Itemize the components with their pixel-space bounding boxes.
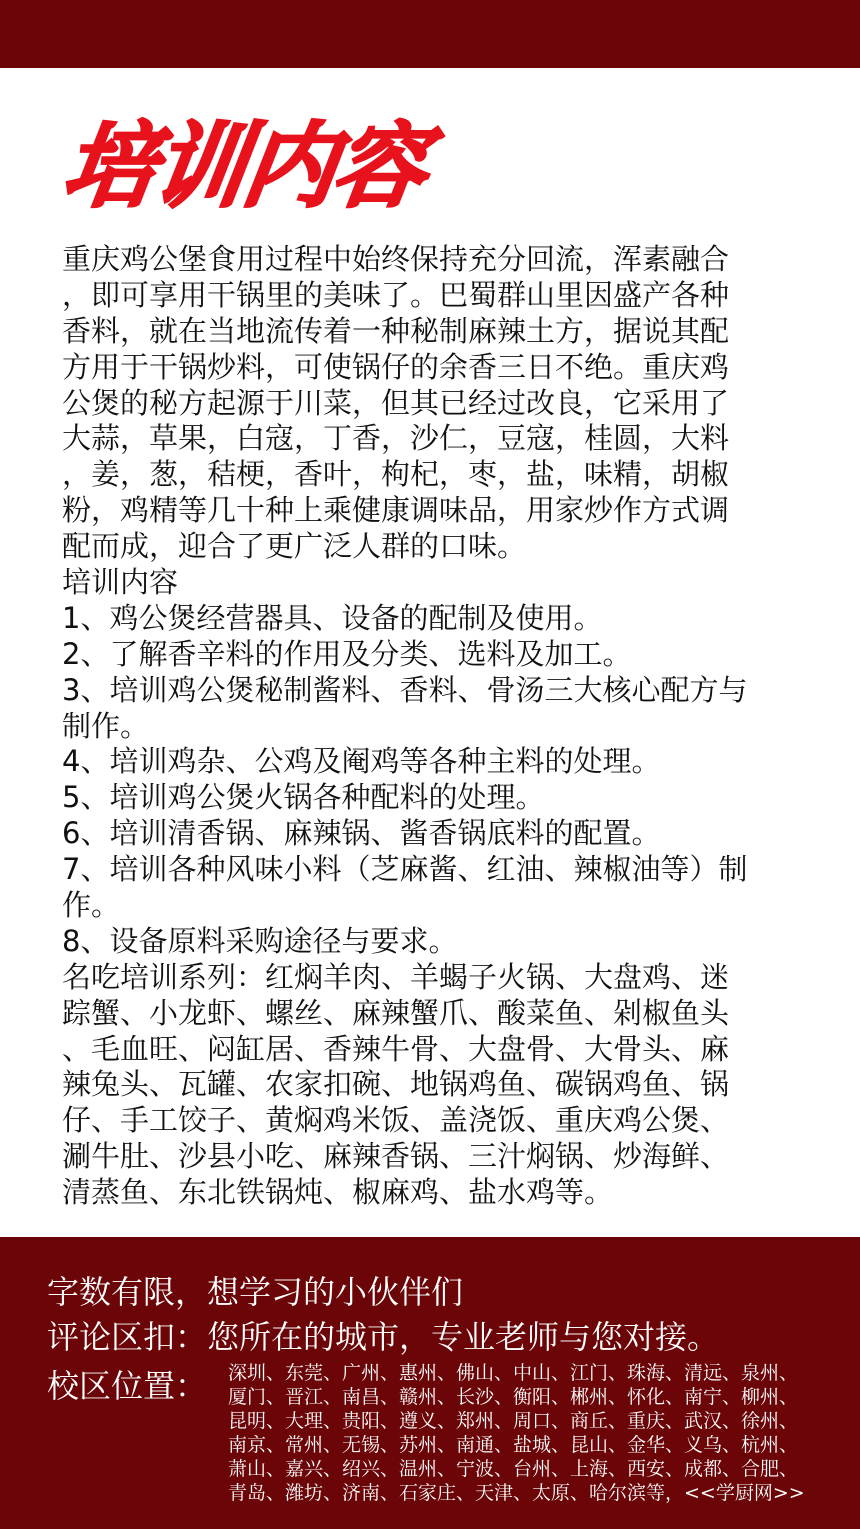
body-line: ，即可享用干锅里的美味了。巴蜀群山里因盛产各种 [62, 277, 730, 312]
city-line: 青岛、潍坊、济南、石家庄、天津、太原、哈尔滨等，<<学厨网>> [228, 1481, 805, 1504]
body-line: 5、培训鸡公煲火锅各种配料的处理。 [62, 780, 545, 815]
body-line: 大蒜，草果，白寇，丁香，沙仁，豆寇，桂圆，大料 [62, 421, 730, 456]
city-list [228, 1362, 805, 1505]
city-line: 萧山、嘉兴、绍兴、温州、宁波、台州、上海、西安、成都、合肥、 [228, 1457, 799, 1480]
footer-line-1: 字数有限，想学习的小伙伴们 [47, 1273, 464, 1311]
campus-label: 校区位置： [47, 1367, 208, 1405]
body-line: 培训内容 [62, 565, 179, 600]
body-line: 重庆鸡公堡食用过程中始终保持充分回流，浑素融合 [62, 242, 730, 276]
body-line: 制作。 [62, 708, 150, 743]
body-line: 4、培训鸡杂、公鸡及阉鸡等各种主料的处理。 [62, 744, 661, 779]
body-line: 8、设备原料采购途径与要求。 [62, 923, 458, 958]
body-line: 仔、手工饺子、黄焖鸡米饭、盖浇饭、重庆鸡公煲、 [62, 1103, 730, 1138]
body-line: 涮牛肚、沙县小吃、麻辣香锅、三汁焖锅、炒海鲜、 [62, 1139, 730, 1174]
body-line: 辣兔头、瓦罐、农家扣碗、地锅鸡鱼、碳锅鸡鱼、锅 [62, 1067, 730, 1102]
city-line: 南京、常州、无锡、苏州、南通、盐城、昆山、金华、义乌、杭州、 [228, 1433, 799, 1456]
footer-line-2: 评论区扣：您所在的城市，专业老师与您对接。 [47, 1318, 720, 1356]
city-line: 昆明、大理、贵阳、遵义、郑州、周口、商丘、重庆、武汉、徐州、 [228, 1409, 799, 1432]
body-line: 作。 [62, 888, 121, 923]
page-title: 培训内容 [56, 113, 432, 220]
top-banner [0, 0, 860, 68]
footer-banner [0, 1237, 860, 1529]
body-line: 3、培训鸡公煲秘制酱料、香料、骨汤三大核心配方与 [62, 672, 748, 707]
body-line: 公煲的秘方起源于川菜，但其已经过改良，它采用了 [62, 385, 730, 420]
body-line: 香料，就在当地流传着一种秘制麻辣土方，据说其配 [62, 313, 730, 348]
body-line: 1、鸡公煲经营器具、设备的配制及使用。 [62, 600, 603, 635]
city-line: 厦门、晋江、南昌、赣州、长沙、衡阳、郴州、怀化、南宁、柳州、 [228, 1385, 799, 1408]
body-line: ，姜，葱，秸梗，香叶，枸杞，枣，盐，味精，胡椒 [62, 457, 730, 492]
body-text [62, 242, 822, 1211]
body-line: 、毛血旺、闷缸居、香辣牛骨、大盘骨、大骨头、麻 [62, 1031, 730, 1066]
body-line: 名吃培训系列：红焖羊肉、羊蝎子火锅、大盘鸡、迷 [62, 959, 730, 994]
body-line: 踪蟹、小龙虾、螺丝、麻辣蟹爪、酸菜鱼、剁椒鱼头 [62, 995, 730, 1030]
body-line: 7、培训各种风味小料（芝麻酱、红油、辣椒油等）制 [62, 852, 748, 887]
body-line: 粉，鸡精等几十种上乘健康调味品，用家炒作方式调 [62, 493, 730, 528]
body-line: 配而成，迎合了更广泛人群的口味。 [62, 529, 527, 564]
body-line: 方用于干锅炒料，可使锅仔的余香三日不绝。重庆鸡 [62, 349, 730, 384]
body-line: 清蒸鱼、东北铁锅炖、椒麻鸡、盐水鸡等。 [62, 1175, 614, 1210]
body-line: 6、培训清香锅、麻辣锅、酱香锅底料的配置。 [62, 816, 661, 851]
body-line: 2、了解香辛料的作用及分类、选料及加工。 [62, 636, 632, 671]
city-line: 深圳、东莞、广州、惠州、佛山、中山、江门、珠海、清远、泉州、 [228, 1362, 799, 1384]
